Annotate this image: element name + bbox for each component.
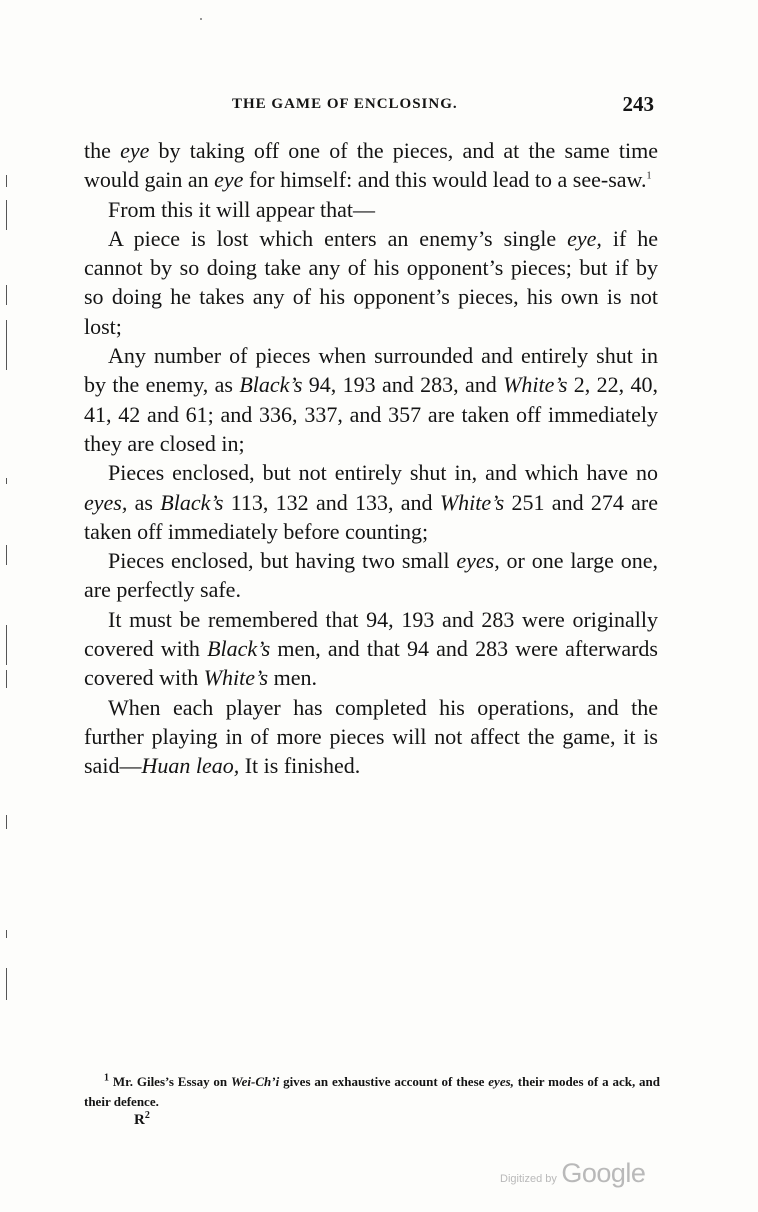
google-logo: Google	[561, 1158, 646, 1188]
text-run: A piece is lost which enters an enemy’s single	[108, 225, 568, 251]
paragraph	[84, 458, 658, 546]
text-run: 251 and 274 are taken off immediately before counting;	[84, 489, 659, 544]
scan-margin-marks	[0, 0, 12, 1212]
margin-mark	[6, 545, 7, 565]
signature-mark	[134, 1112, 150, 1129]
text-run: gives an exhaustive account of these	[279, 1074, 489, 1089]
italic-text: eye,	[567, 225, 602, 251]
text-run: their modes of a ack, and their defence.	[84, 1074, 661, 1109]
italic-text: eye	[214, 167, 244, 193]
text-run: Pieces enclosed, but not entirely shut in, and which have no	[108, 460, 658, 486]
text-run: the	[84, 138, 121, 163]
margin-mark	[6, 815, 7, 829]
running-title: THE GAME OF ENCLOSING.	[232, 96, 458, 112]
footnote	[84, 1072, 660, 1112]
italic-text: Black’s	[160, 489, 224, 515]
margin-mark	[6, 320, 7, 370]
italic-text: eyes,	[456, 548, 500, 574]
text-run: It must be remembered that 94, 193 and 283 were originally covered with	[84, 606, 658, 662]
page-number: 243	[622, 92, 654, 116]
italic-text: White’s	[439, 489, 505, 515]
text-run: men.	[268, 665, 317, 691]
footnote-text	[84, 1072, 660, 1112]
text-run: 2, 22, 40, 41, 42 and 61; and 336, 337, and 357 are taken off immediately they are closed in;	[84, 372, 658, 456]
paragraph	[84, 341, 658, 458]
body-text	[84, 136, 658, 781]
margin-mark	[6, 200, 7, 230]
italic-text: eyes,	[84, 489, 128, 515]
margin-mark	[6, 930, 7, 938]
signature-number: 2	[144, 1110, 150, 1121]
footnote-reference: 1	[646, 170, 652, 182]
margin-mark	[6, 175, 7, 187]
paragraph	[84, 136, 658, 195]
margin-mark	[6, 670, 7, 688]
margin-mark	[6, 478, 7, 484]
digitized-watermark	[500, 1158, 645, 1189]
page-header	[84, 92, 658, 122]
text-run: Pieces enclosed, but having two small	[108, 548, 457, 574]
paragraph	[84, 693, 658, 781]
paragraph	[84, 546, 658, 605]
text-run: Any number of pieces when surrounded and entirely shut in by the enemy, as	[84, 343, 658, 398]
margin-mark	[6, 285, 7, 305]
text-run: From this it will appear that—	[108, 196, 376, 222]
text-run: for himself: and this would lead to a see-saw.	[243, 167, 647, 193]
text-run: or one large one, are perfectly safe.	[84, 548, 658, 603]
italic-text: eye	[120, 138, 150, 163]
text-run: When each player has completed his operations, and the further playing in of more pieces will not affect the game, it is said—	[84, 694, 658, 779]
text-run: men, and that 94 and 283 were afterwards covered with	[84, 636, 658, 691]
text-run: 94, 193 and 283, and	[302, 372, 504, 398]
italic-text: eyes,	[488, 1074, 514, 1089]
margin-mark	[6, 625, 7, 665]
italic-text: White’s	[503, 372, 568, 398]
italic-text: Black’s	[207, 636, 271, 662]
text-run: Mr. Giles’s Essay on	[112, 1074, 232, 1089]
italic-text: Huan leao,	[141, 753, 240, 779]
speck	[200, 18, 202, 20]
margin-mark	[6, 968, 7, 1000]
signature-letter: R	[134, 1112, 145, 1128]
italic-text: White’s	[203, 665, 269, 691]
watermark-prefix: Digitized by	[500, 1173, 557, 1185]
text-run: as	[127, 489, 161, 515]
paragraph	[84, 224, 658, 341]
paragraph	[84, 605, 658, 693]
text-run: by taking off one of the pieces, and at the same time would gain an	[84, 138, 658, 193]
text-run: It is finished.	[239, 753, 361, 779]
footnote-marker: 1	[104, 1072, 109, 1084]
italic-text: Wei-Ch’i	[231, 1074, 280, 1089]
text-run: 113, 132 and 133, and	[223, 489, 440, 515]
paragraph	[84, 195, 658, 224]
italic-text: Black’s	[239, 372, 303, 398]
text-run: if he cannot by so doing take any of his opponent’s pieces; but if by so doing he takes any of his opponent’s pieces, his own is not lost;	[84, 225, 659, 339]
